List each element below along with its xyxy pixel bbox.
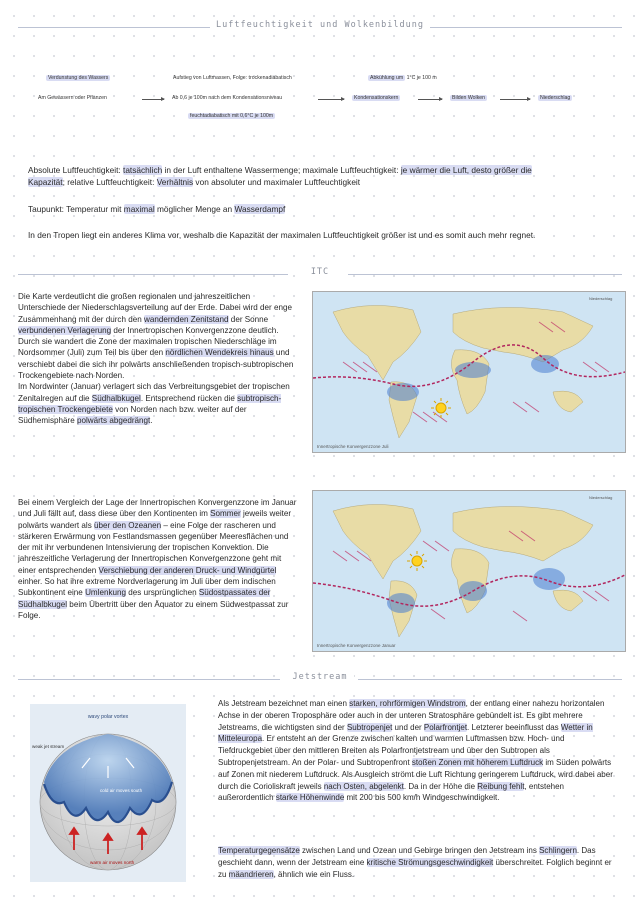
- sun-icon: [431, 398, 451, 418]
- label-warm-air: warm air moves north: [90, 860, 135, 865]
- jetstream-globe-illustration: [30, 704, 186, 882]
- flow-evaporation: Verdunstung des Wassers: [48, 75, 109, 81]
- world-map-january: [313, 491, 625, 651]
- flow-clouds: Bilden Wolken: [452, 95, 486, 101]
- definitions-humidity: Absolute Luftfeuchtigkeit: tatsächlich in der Luft enthaltene Wassermenge; maximale Luftfeuchtigkeit: je wärmer die Luft, desto größer die Kapazität; relative Luftfeuchtigkeit: Verhältnis von absoluter und maximaler Luftfeuchtigkeit: [28, 165, 532, 187]
- section-header-humidity: [18, 20, 622, 34]
- section-header-jetstream: [18, 672, 622, 686]
- flow-ascent: Aufstieg von Luftmassen, Folge: trockenadiabatisch: [173, 75, 292, 81]
- label-polar-vortex: wavy polar vortex: [87, 714, 129, 720]
- section-title: Jetstream: [286, 672, 353, 682]
- itc-paragraph-1: Die Karte verdeutlicht die großen regionalen und jahreszeitlichen Unterschiede der Niederschlagsverteilung auf der Erde. Dabei wird der enge Zusammenhang mit der durch den wandernden Zenitstand der Sonne verbundenen Verlagerung der Innertropischen Konvergenzzone deutlich. Durch sie wandert die Zone der maximalen tropischen Niederschläge im Nordsommer (Juli) zum Teil bis über den nördlichen Wendekreis hinaus und verschiebt dabei die sich ihr polwärts anschließenden tropisch-subtropischen Trockengebiete nach Norden. Im Nordwinter (Januar) verlagert sich das Verbreitungsgebiet der tropischen Zenitalregen auf die Südhalbkugel. Entsprechend rücken die subtropisch-tropischen Trockengebiete von Norden nach bzw. weiter auf der Südhemisphäre polwärts abgedrängt.: [18, 292, 294, 426]
- flow-cooling: Abkühlung um: [370, 75, 404, 81]
- flow-arrow: [142, 99, 164, 100]
- precipitation-map-july: [312, 291, 626, 453]
- jetstream-paragraph-2: Temperaturgegensätze zwischen Land und Ozean und Gebirge bringen den Jetstream ins Schlingern. Das geschieht dann, wenn der Jetstream eine kritische Strömungsgeschwindigkeit überschreitet. Folglich beginnt er zu mäandrieren, ähnlich wie ein Fluss.: [218, 846, 612, 879]
- sun-icon: [407, 551, 427, 571]
- jetstream-paragraph-1: Als Jetstream bezeichnet man einen starken, rohrförmigen Windstrom, der entlang einer nahezu horizontalen Achse in der oberen Troposphäre oder auch in der unteren Stratosphäre gebündelt ist. Es gibt mehrere Jetstreams, die wichtigsten sind der Subtropenjet und der Polarfrontjet. Letzterer beeinflusst das Wetter in Mitteleuropa. Er entsteht an der Grenze zwischen kalten und warmen Luftmassen bzw. Hoch- und Tiefdruckgebiet über den mittleren Breiten als Polarfrontjetstream und über den Subtropen als Subtropenjetstream. An der Polar- und Subtropenfront stoßen Zonen mit höherem Luftdruck im Süden polwärts auf Zonen mit niederem Luftdruck. Als Ausgleich strömt die Luft Richtung geringerem Luftdruck, wird dabei aber durch die Corioliskraft jeweils nach Osten, abgelenkt. Da in der Höhe die Reibung fehlt, entstehen außerordentlich starke Höhenwinde mit 200 bis 500 km/h Windgeschwindigkeit.: [218, 699, 613, 803]
- itc-paragraph-2: Bei einem Vergleich der Lage der Innertropischen Konvergenzzone im Januar und Juli fällt auf, dass diese über den Kontinenten im Sommer jeweils weiter polwärts wandert als über den Ozeanen – eine Folge der rascheren und stärkeren Erwärmung von Festlandsmassen gegenüber Meeresflächen und der mit ihr verbundenen Intensivierung der tropischen Konvektion. Die jahreszeitliche Verlagerung der Innertropischen Konvergenzzone geht mit einer entsprechenden Verschiebung der anderen Druck- und Windgürtel einher. So hat ihre extreme Nordverlagerung im Juli über dem indischen Subkontinent eine Umlenkung des ursprünglichen Südostpassates der Südhalbkugel beim Übertritt über den Äquator zu einem Südwestpassat zur Folge.: [18, 498, 297, 620]
- map-legend-label: Niederschlag: [589, 495, 613, 500]
- precipitation-map-january: [312, 490, 626, 652]
- map-caption: Innertropische Konvergenzzone Januar: [317, 643, 396, 648]
- label-cold-air: cold air moves south: [100, 788, 143, 793]
- world-map-july: [313, 292, 625, 452]
- flow-cooling-rate: 1°C je 100 m: [406, 75, 437, 81]
- map-caption: Innertropische Konvergenzzone Juli: [317, 444, 389, 449]
- section-title: Luftfeuchtigkeit und Wolkenbildung: [210, 20, 430, 30]
- flow-water-bodies: Am Gewässern oder Pflanzen: [38, 95, 107, 101]
- flow-condensation-nucleus: Kondensationskern: [354, 95, 399, 101]
- flow-moist-adiabatic: feuchtadiabatisch mit 0,6°C je 100m: [190, 113, 274, 119]
- definition-dewpoint: Taupunkt: Temperatur mit maximal möglicher Menge an Wasserdampf: [28, 204, 286, 214]
- label-weak-jet: weak jet stream: [32, 744, 65, 749]
- flow-precipitation: Niederschlag: [540, 95, 571, 101]
- flow-arrow: [318, 99, 344, 100]
- section-header-itc: [18, 267, 622, 281]
- flow-arrow: [500, 99, 530, 100]
- map-legend-label: Niederschlag: [589, 296, 613, 301]
- flow-arrow: [418, 99, 442, 100]
- tropics-note: In den Tropen liegt ein anderes Klima vor, weshalb die Kapazität der maximalen Luftfeuchtigkeit größer ist und es somit auch mehr regnet.: [28, 230, 536, 240]
- section-title: ITC: [305, 267, 335, 277]
- flow-condensation-level: Ab 0,6 je 100m nach dem Kondensationsniveau: [172, 95, 283, 101]
